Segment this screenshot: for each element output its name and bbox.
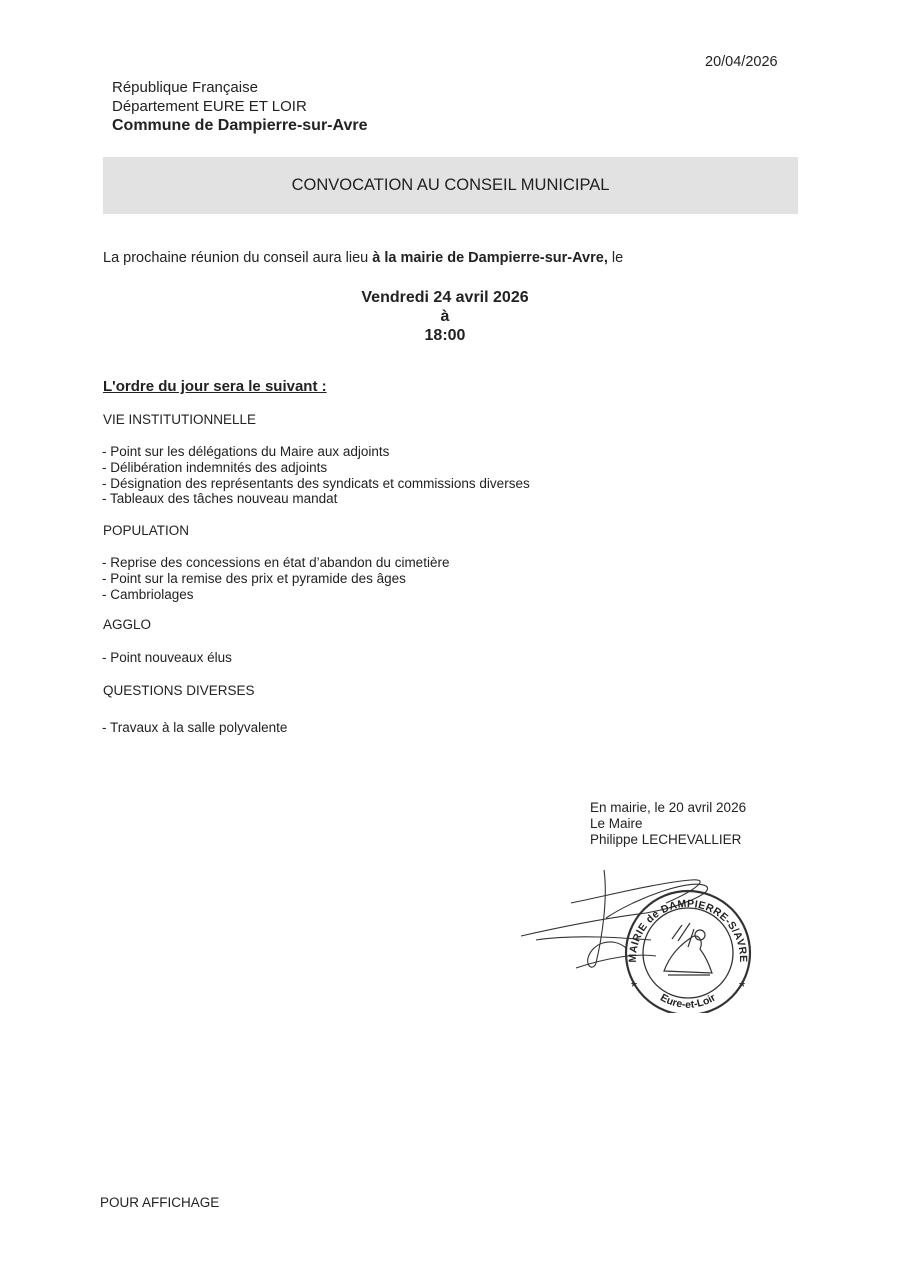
issuer-header	[112, 78, 367, 135]
agenda-item: - Tableaux des tâches nouveau mandat	[102, 491, 338, 507]
agenda-title: L'ordre du jour sera le suivant :	[103, 378, 327, 395]
section-items	[102, 650, 232, 666]
signature-block	[590, 800, 746, 848]
agenda-item: - Travaux à la salle polyvalente	[102, 720, 288, 735]
intro-prefix: La prochaine réunion du conseil aura lieu	[103, 250, 373, 266]
section-title: QUESTIONS DIVERSES	[103, 683, 255, 698]
stamp-top-text: MAIRIE de DAMPIERRE-S/AVRE	[626, 897, 750, 963]
svg-text:Eure-et-Loir	[658, 992, 718, 1011]
section-title: POPULATION	[103, 523, 190, 538]
signature-name: Philippe LECHEVALLIER	[590, 832, 742, 847]
agenda-item: - Désignation des représentants des syndicats et commissions diverses	[102, 475, 530, 491]
intro-location: à la mairie de Dampierre-sur-Avre,	[372, 250, 608, 266]
footer-posting-note: POUR AFFICHAGE	[100, 1195, 220, 1210]
meeting-at: à	[440, 308, 450, 325]
official-stamp	[516, 858, 766, 1013]
document-title: CONVOCATION AU CONSEIL MUNICIPAL	[291, 176, 610, 194]
signature-place-date: En mairie, le 20 avril 2026	[590, 800, 747, 815]
header-department: Département EURE ET LOIR	[112, 98, 307, 115]
agenda-item: - Cambriolages	[102, 586, 194, 602]
header-republic: République Française	[112, 79, 258, 96]
star-icon: ★	[738, 980, 747, 990]
header-commune: Commune de Dampierre-sur-Avre	[112, 117, 368, 134]
meeting-datetime	[295, 288, 595, 345]
agenda-item: - Délibération indemnités des adjoints	[102, 459, 328, 475]
agenda-item: - Point nouveaux élus	[102, 650, 232, 665]
handwritten-signature	[521, 870, 708, 968]
agenda-item: - Point sur les délégations du Maire aux adjoints	[102, 444, 390, 459]
intro-suffix: le	[607, 250, 624, 266]
section-items	[102, 720, 287, 736]
section-title: VIE INSTITUTIONNELLE	[103, 412, 257, 427]
title-banner	[103, 157, 798, 214]
document-date: 20/04/2026	[705, 54, 778, 70]
agenda-item: - Point sur la remise des prix et pyramide des âges	[102, 570, 406, 586]
meeting-day: Vendredi 24 avril 2026	[361, 289, 529, 306]
agenda-item: - Reprise des concessions en état d’abandon du cimetière	[102, 555, 450, 570]
signature-role: Le Maire	[590, 816, 643, 831]
stamp-bottom-text: Eure-et-Loir	[658, 991, 718, 1011]
marianne-emblem-icon	[664, 923, 712, 975]
meeting-time: 18:00	[424, 327, 466, 344]
section-items	[102, 555, 449, 602]
intro-sentence	[103, 250, 623, 266]
star-icon: ★	[630, 980, 639, 990]
section-title: AGGLO	[103, 617, 152, 632]
section-items	[102, 444, 530, 507]
